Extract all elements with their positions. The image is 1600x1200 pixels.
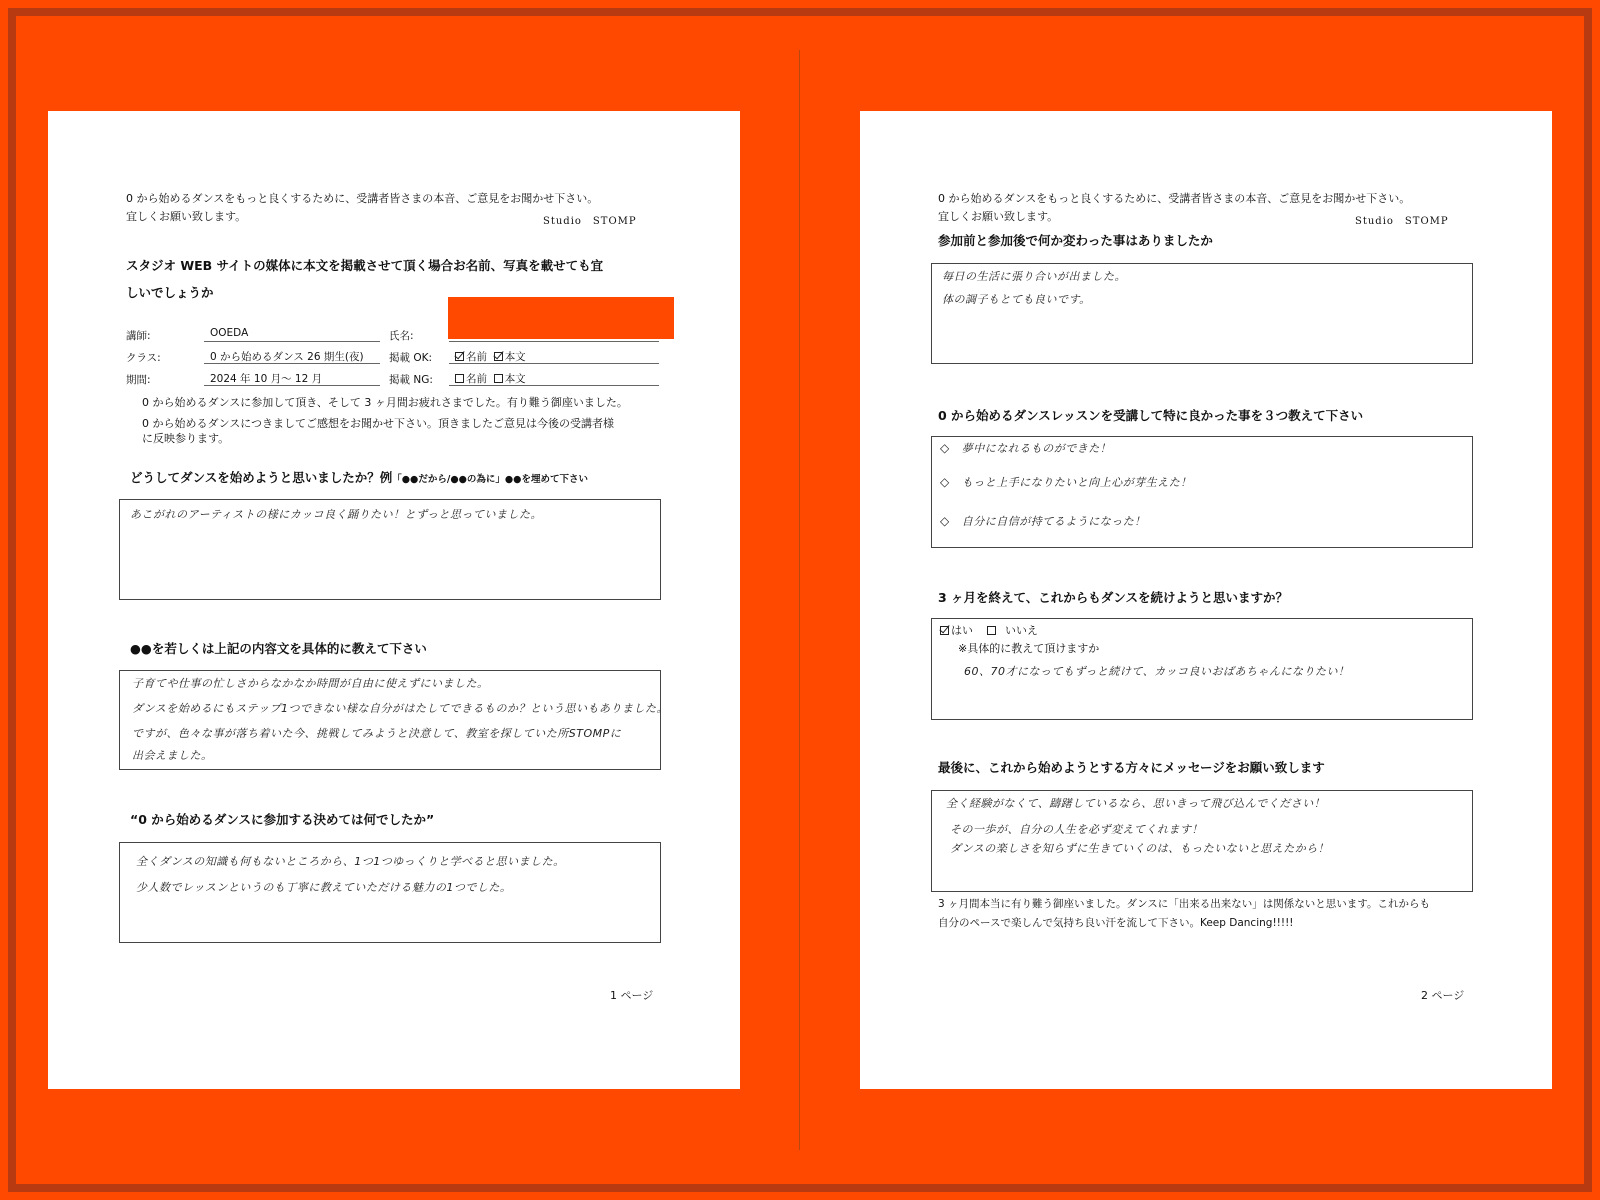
studio-name: Studio STOMP — [543, 216, 637, 227]
question-1-example: 「●●だから/●●の為に」●●を埋めて下さい — [392, 474, 588, 485]
period-value: 2024 年 10 月～ 12 月 — [204, 371, 380, 386]
publish-ng-label: 掲載 NG: — [389, 374, 433, 386]
yes-checkbox[interactable] — [940, 626, 949, 635]
publish-ng-options — [449, 371, 659, 386]
answer-5-item-2 — [940, 474, 1192, 490]
period-label: 期間: — [126, 374, 151, 386]
ng-body-checkbox[interactable] — [494, 374, 503, 383]
intro-line-2: 宜しくお願い致します。 — [126, 210, 247, 223]
answer-6-text: 60、70才になってもずっと続けて、カッコ良いおばあちゃんになりたい！ — [964, 665, 1350, 678]
publish-ok-label: 掲載 OK: — [389, 352, 433, 364]
continue-options — [940, 622, 1038, 638]
thanks-line-2: 0 から始めるダンスにつきましてご感想をお聞かせ下さい。頂きましたご意見は今後の受講者様 — [142, 417, 615, 430]
question-6: 3 ヶ月を終えて、これからもダンスを続けようと思いますか？ — [938, 590, 1289, 605]
instructor-value: OOEDA — [204, 327, 380, 342]
question-1 — [130, 468, 588, 486]
class-label: クラス: — [126, 352, 161, 364]
answer-7-box — [931, 790, 1473, 892]
ok-body-label: 本文 — [504, 351, 526, 363]
answer-2-line-1: 子育てや仕事の忙しさからなかなか時間が自由に使えずにいました。 — [132, 677, 489, 690]
page-number-1: 1 ページ — [610, 989, 654, 1002]
page-number-2: 2 ページ — [1421, 989, 1465, 1002]
intro-line-1: 0 から始めるダンスをもっと良くするために、受講者皆さまの本音、ご意見をお聞かせ下さい。 — [126, 192, 599, 205]
answer-2-line-4: 出会えました。 — [132, 749, 213, 762]
survey-page-1 — [48, 111, 740, 1089]
question-7: 最後に、これから始めようとする方々にメッセージをお願い致します — [938, 760, 1325, 775]
answer-5-item-1 — [940, 440, 1111, 456]
yes-label: はい — [951, 624, 973, 637]
ok-name-label: 名前 — [466, 351, 487, 363]
question-5: 0 から始めるダンスレッスンを受講して特に良かった事を３つ教えて下さい — [938, 408, 1364, 423]
answer-6-box — [931, 618, 1473, 720]
answer-5-item-2-text: もっと上手になりたいと向上心が芽生えた！ — [961, 476, 1192, 489]
diamond-bullet-icon: ◇ — [940, 475, 950, 489]
answer-2-box — [119, 670, 669, 770]
diamond-bullet-icon: ◇ — [940, 441, 950, 455]
answer-3-line-2: 少人数でレッスンというのも丁寧に教えていただける魅力の1つでした。 — [136, 881, 512, 894]
question-4: 参加前と参加後で何か変わった事はありましたか — [938, 233, 1213, 248]
no-label: いいえ — [1005, 624, 1038, 637]
studio-name: Studio STOMP — [1355, 216, 1449, 227]
answer-4-box — [931, 263, 1473, 364]
answer-2-line-2: ダンスを始めるにもステップ1つできない様な自分がはたしてできるものか？という思いもありました。 — [132, 702, 669, 715]
answer-2-line-3: ですが、色々な事が落ち着いた今、挑戦してみようと決意して、教室を探していた所STOMPに — [132, 727, 622, 740]
answer-5-item-3 — [940, 513, 1146, 529]
consent-question-line-2: しいでしょうか — [126, 285, 214, 300]
ng-name-checkbox[interactable] — [455, 374, 464, 383]
answer-4-line-2: 体の調子もとても良いです。 — [942, 293, 1091, 306]
ok-name-checkbox[interactable] — [455, 352, 464, 361]
answer-4-line-1: 毎日の生活に張り合いが出ました。 — [942, 270, 1126, 283]
intro-line-2: 宜しくお願い致します。 — [938, 210, 1059, 223]
question-1-text: どうしてダンスを始めようと思いましたか？例 — [130, 470, 393, 485]
instructor-label: 講師: — [126, 330, 151, 342]
detail-prompt: ※具体的に教えて頂けますか — [958, 642, 1100, 655]
closing-line-2: 自分のペースで楽しんで気持ち良い汗を流して下さい。Keep Dancing!!!!! — [938, 917, 1294, 929]
survey-page-2 — [860, 111, 1552, 1089]
ok-body-checkbox[interactable] — [494, 352, 503, 361]
answer-1-text: あこがれのアーティストの様にカッコ良く踊りたい！とずっと思っていました。 — [130, 508, 543, 521]
name-label: 氏名: — [389, 330, 414, 342]
answer-7-line-2: その一歩が、自分の人生を必ず変えてくれます！ — [950, 823, 1203, 836]
closing-line-1: 3 ヶ月間本当に有り難う御座いました。ダンスに「出来る出来ない」は関係ないと思います。これからも — [938, 898, 1430, 910]
redaction-block — [448, 297, 674, 339]
intro-line-1: 0 から始めるダンスをもっと良くするために、受講者皆さまの本音、ご意見をお聞かせ下さい。 — [938, 192, 1411, 205]
diamond-bullet-icon: ◇ — [940, 514, 950, 528]
ng-name-label: 名前 — [466, 373, 487, 385]
answer-5-item-1-text: 夢中になれるものができた！ — [961, 442, 1112, 455]
class-value: 0 から始めるダンス 26 期生(夜) — [204, 349, 380, 364]
thanks-line-3: に反映参ります。 — [142, 432, 230, 445]
answer-5-box — [931, 436, 1473, 548]
question-3: “0 から始めるダンスに参加する決めては何でしたか” — [130, 812, 435, 827]
answer-1-box — [119, 499, 661, 600]
ng-body-label: 本文 — [504, 373, 526, 385]
answer-7-line-3: ダンスの楽しさを知らずに生きていくのは、もったいないと思えたから！ — [950, 842, 1330, 855]
answer-5-item-3-text: 自分に自信が持てるようになった！ — [961, 515, 1146, 528]
page-divider — [799, 50, 800, 1150]
publish-ok-options — [449, 349, 659, 364]
answer-7-line-1: 全く経験がなくて、躊躇しているなら、思いきって飛び込んでください！ — [946, 797, 1326, 810]
thanks-line-1: 0 から始めるダンスに参加して頂き、そして 3 ヶ月間お疲れさまでした。有り難う御座いました。 — [142, 396, 628, 409]
question-2: ●●を若しくは上記の内容文を具体的に教えて下さい — [130, 641, 427, 656]
no-checkbox[interactable] — [987, 626, 996, 635]
answer-3-box — [119, 842, 661, 943]
consent-question-line-1: スタジオ WEB サイトの媒体に本文を掲載させて頂く場合お名前、写真を載せても宜 — [126, 258, 604, 273]
answer-3-line-1: 全くダンスの知識も何もないところから、1つ1つゆっくりと学べると思いました。 — [136, 855, 565, 868]
